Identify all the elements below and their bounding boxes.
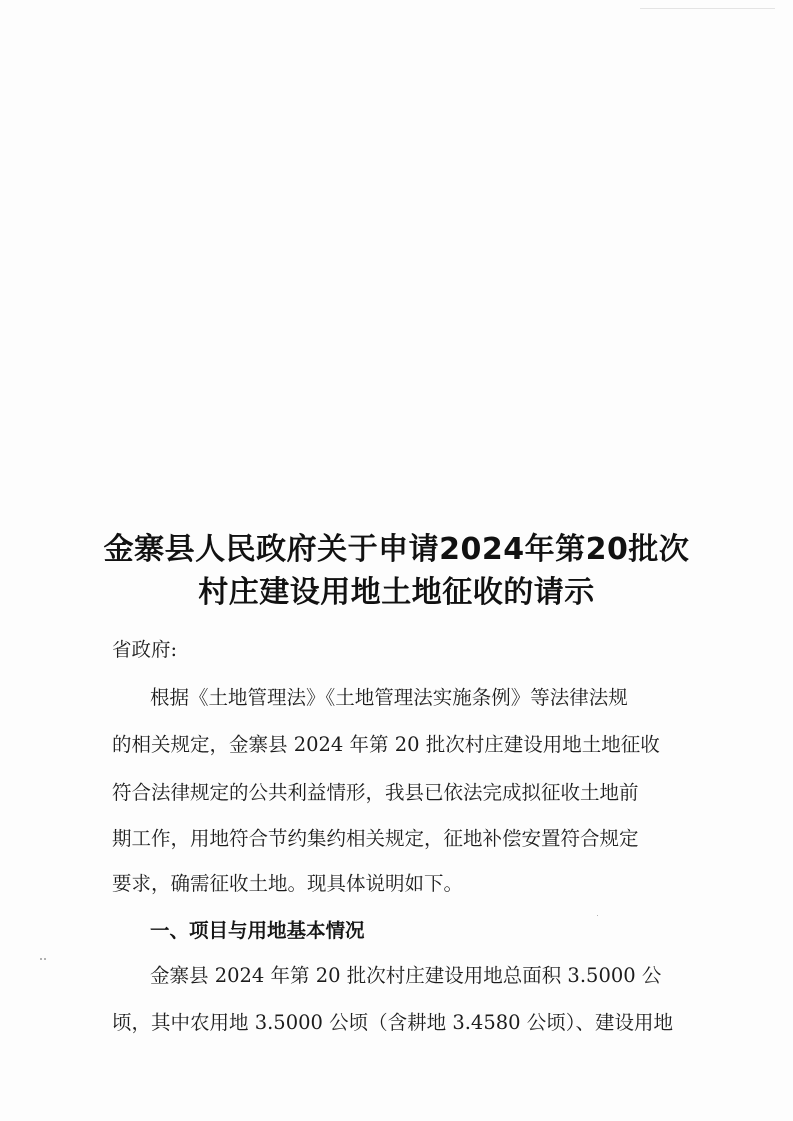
salutation: 省政府: bbox=[112, 638, 178, 661]
scan-speck bbox=[44, 958, 46, 960]
scan-artifact-line bbox=[640, 8, 775, 9]
scan-speck bbox=[597, 915, 598, 916]
paragraph-2-line-2: 顷，其中农用地 3.5000 公顷（含耕地 3.4580 公顷）、建设用地 bbox=[112, 1011, 674, 1034]
scan-speck bbox=[40, 958, 42, 960]
paragraph-1-line-2: 的相关规定，金寨县 2024 年第 20 批次村庄建设用地土地征收 bbox=[112, 733, 660, 756]
paragraph-1-line-3: 符合法律规定的公共利益情形，我县已依法完成拟征收土地前 bbox=[112, 781, 639, 804]
document-title-line-1: 金寨县人民政府关于申请2024年第20批次 bbox=[103, 532, 690, 567]
paragraph-1-line-4: 期工作，用地符合节约集约相关规定，征地补偿安置符合规定 bbox=[112, 827, 639, 850]
document-title-line-2: 村庄建设用地土地征收的请示 bbox=[198, 575, 595, 610]
paragraph-2-line-1: 金寨县 2024 年第 20 批次村庄建设用地总面积 3.5000 公 bbox=[150, 964, 662, 987]
paragraph-1-line-5: 要求，确需征收土地。现具体说明如下。 bbox=[112, 872, 464, 895]
section-heading-1: 一、项目与用地基本情况 bbox=[150, 919, 365, 942]
paragraph-1-line-1: 根据《土地管理法》《土地管理法实施条例》等法律法规 bbox=[150, 686, 628, 709]
